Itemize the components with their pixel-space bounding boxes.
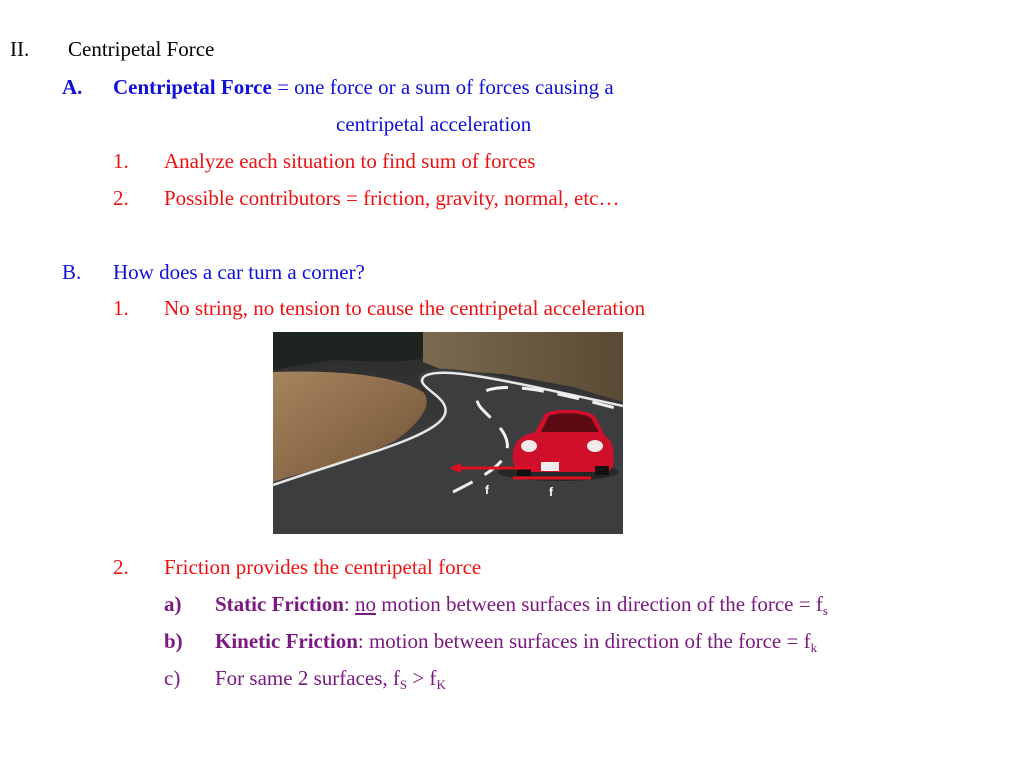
subscript-S: S [399, 677, 408, 692]
static-friction-line [215, 592, 828, 616]
centripetal-force-term: Centripetal Force [113, 75, 272, 99]
section-a-item-2: Possible contributors = friction, gravity, normal, etc… [164, 186, 620, 210]
sub-b-number: b) [164, 629, 183, 653]
static-friction-rest: motion between surfaces in direction of the force = f [375, 592, 823, 616]
section-a-item-2-number: 2. [113, 186, 129, 210]
definition-line-2: centripetal acceleration [336, 112, 532, 136]
section-a-number: A. [62, 75, 83, 99]
section-b-item-2-number: 2. [113, 555, 129, 579]
subscript-s: s [822, 603, 828, 618]
car-cornering-photo [273, 332, 623, 534]
page-title: Centripetal Force [68, 37, 215, 61]
section-a-definition [113, 75, 614, 99]
section-a-item-1: Analyze each situation to find sum of forces [164, 149, 536, 173]
comparison-text: For same 2 surfaces, f [215, 666, 400, 690]
greater-than: > f [407, 666, 437, 690]
heading-number: II. [10, 37, 30, 61]
sub-a-number: a) [164, 592, 182, 616]
no-emphasis: no [354, 592, 376, 616]
section-b-item-2: Friction provides the centripetal force [164, 555, 482, 579]
force-label-front: f [485, 483, 489, 497]
sub-c-number: c) [164, 666, 181, 690]
colon: : [343, 592, 350, 616]
force-label-rear: f [549, 485, 553, 499]
subscript-K: K [436, 677, 446, 692]
kinetic-friction-line [215, 629, 817, 653]
equals-sign: = [271, 75, 295, 99]
section-b-number: B. [62, 260, 82, 284]
kinetic-friction-rest: : motion between surfaces in direction of the force = f [357, 629, 811, 653]
subscript-k: k [810, 640, 818, 655]
section-b-item-1: No string, no tension to cause the centripetal acceleration [164, 296, 646, 320]
kinetic-friction-term: Kinetic Friction [215, 629, 358, 653]
comparison-line [215, 666, 446, 690]
section-b-question: How does a car turn a corner? [113, 260, 365, 284]
static-friction-term: Static Friction [215, 592, 344, 616]
section-b-item-1-number: 1. [113, 296, 129, 320]
definition-line-1: one force or a sum of forces causing a [294, 75, 614, 99]
section-a-item-1-number: 1. [113, 149, 129, 173]
